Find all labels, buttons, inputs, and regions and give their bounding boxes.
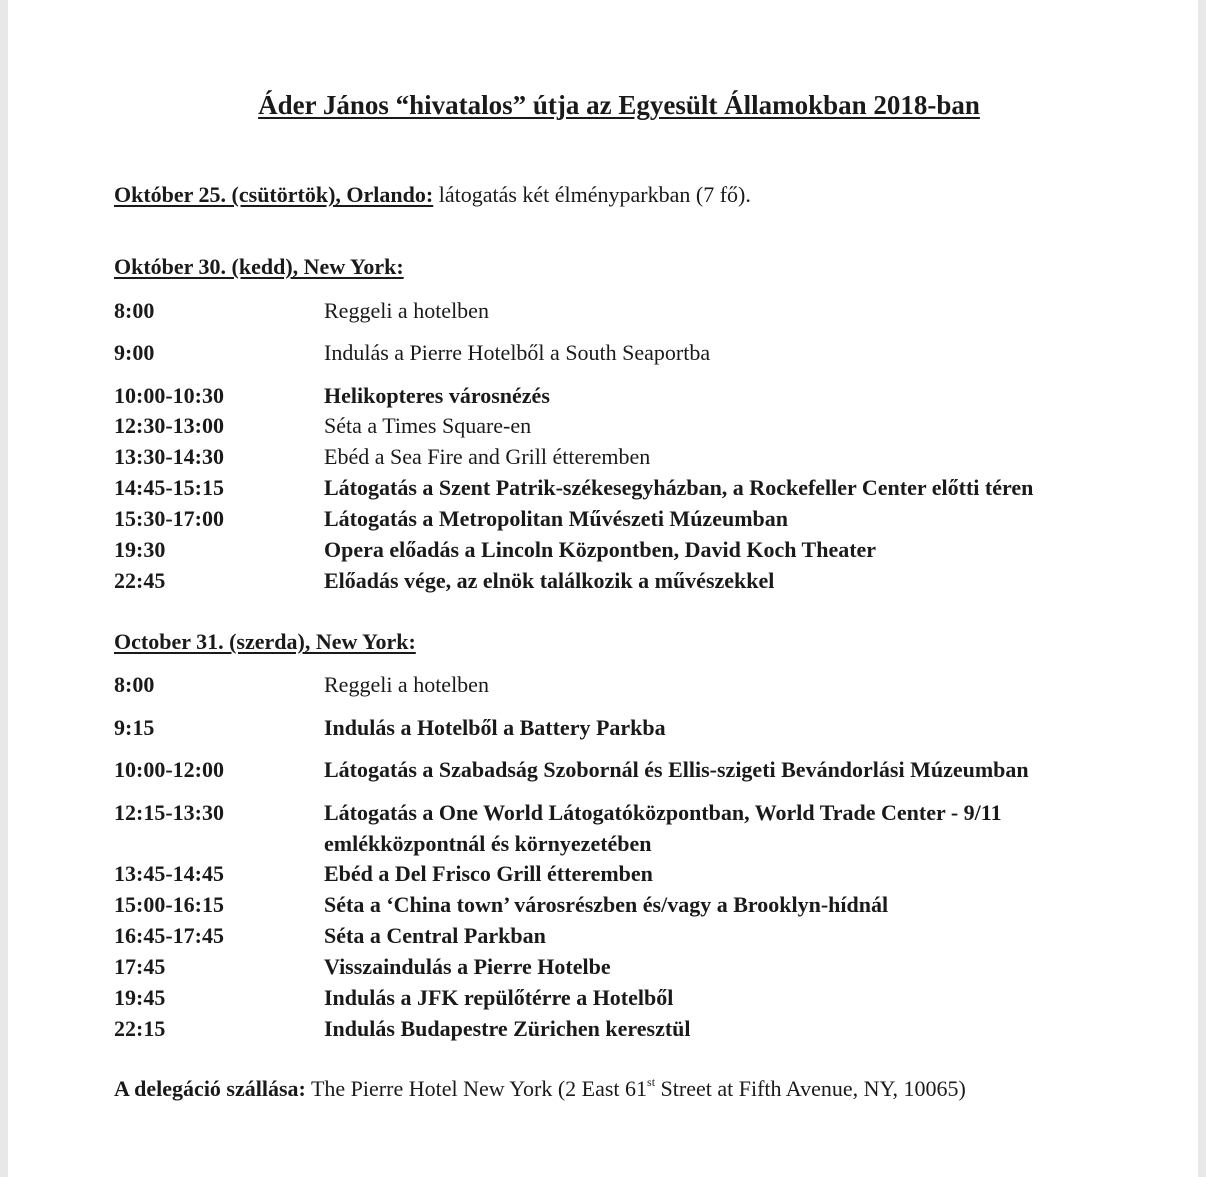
accommodation-text-after: Street at Fifth Avenue, NY, 10065) — [655, 1076, 966, 1101]
oct30-heading: Október 30. (kedd), New York: — [114, 254, 404, 279]
schedule-time: 12:15-13:30 — [114, 800, 224, 825]
schedule-desc: Indulás a Pierre Hotelből a South Seaportba — [324, 340, 711, 365]
schedule-time: 15:30-17:00 — [114, 506, 224, 531]
schedule-desc: Indulás a Hotelből a Battery Parkba — [324, 715, 666, 740]
schedule-time: 8:00 — [114, 298, 155, 323]
schedule-desc: Helikopteres városnézés — [324, 383, 550, 408]
document-title: Áder János “hivatalos” útja az Egyesült Államokban 2018-ban — [258, 90, 980, 120]
schedule-time: 16:45-17:45 — [114, 923, 224, 948]
oct25-text: látogatás két élményparkban (7 fő). — [433, 182, 751, 207]
schedule-time: 17:45 — [114, 954, 166, 979]
accommodation-label: A delegáció szállása: — [114, 1076, 306, 1101]
oct25-line — [114, 180, 751, 210]
accommodation-text-before: The Pierre Hotel New York (2 East 61 — [305, 1076, 648, 1101]
accommodation-superscript: st — [647, 1075, 656, 1089]
schedule-desc: Látogatás a Metropolitan Művészeti Múzeumban — [324, 506, 788, 531]
schedule-time: 9:00 — [114, 340, 155, 365]
schedule-desc: Előadás vége, az elnök találkozik a művészekkel — [324, 568, 775, 593]
oct30-heading-line — [114, 252, 404, 282]
schedule-desc: Reggeli a hotelben — [324, 672, 489, 697]
schedule-desc: Séta a Central Parkban — [324, 923, 546, 948]
schedule-time: 19:30 — [114, 537, 166, 562]
schedule-desc: Ebéd a Sea Fire and Grill étteremben — [324, 444, 651, 469]
schedule-time: 22:45 — [114, 568, 166, 593]
schedule-desc: Ebéd a Del Frisco Grill étteremben — [324, 861, 653, 886]
oct31-heading-line — [114, 627, 416, 657]
schedule-time: 15:00-16:15 — [114, 892, 224, 917]
document-page — [8, 0, 1198, 1177]
schedule-desc: Indulás Budapestre Zürichen keresztül — [324, 1016, 691, 1041]
schedule-desc: Látogatás a Szabadság Szobornál és Ellis-szigeti Bevándorlási Múzeumban — [324, 757, 1029, 782]
schedule-time: 8:00 — [114, 672, 155, 697]
schedule-time: 13:30-14:30 — [114, 444, 224, 469]
schedule-desc: Látogatás a One World Látogatóközpontban, World Trade Center - 9/11 — [324, 800, 1002, 825]
schedule-time: 10:00-10:30 — [114, 383, 224, 408]
schedule-time: 19:45 — [114, 985, 166, 1010]
oct25-heading: Október 25. (csütörtök), Orlando: — [114, 182, 434, 207]
oct31-heading: October 31. (szerda), New York: — [114, 629, 416, 654]
schedule-desc: Visszaindulás a Pierre Hotelbe — [324, 954, 611, 979]
accommodation-line — [114, 1074, 966, 1104]
schedule-time: 13:45-14:45 — [114, 861, 224, 886]
schedule-time: 22:15 — [114, 1016, 166, 1041]
schedule-time: 10:00-12:00 — [114, 757, 224, 782]
schedule-time: 14:45-15:15 — [114, 475, 224, 500]
schedule-desc: Séta a ‘China town’ városrészben és/vagy a Brooklyn-hídnál — [324, 892, 889, 917]
schedule-desc: Séta a Times Square-en — [324, 413, 532, 438]
schedule-desc: Látogatás a Szent Patrik-székesegyházban, a Rockefeller Center előtti téren — [324, 475, 1034, 500]
schedule-desc: Opera előadás a Lincoln Központben, David Koch Theater — [324, 537, 877, 562]
schedule-desc: Reggeli a hotelben — [324, 298, 489, 323]
schedule-desc: Indulás a JFK repülőtérre a Hotelből — [324, 985, 674, 1010]
schedule-desc: emlékközpontnál és környezetében — [324, 831, 652, 856]
schedule-time: 9:15 — [114, 715, 155, 740]
schedule-time: 12:30-13:00 — [114, 413, 224, 438]
